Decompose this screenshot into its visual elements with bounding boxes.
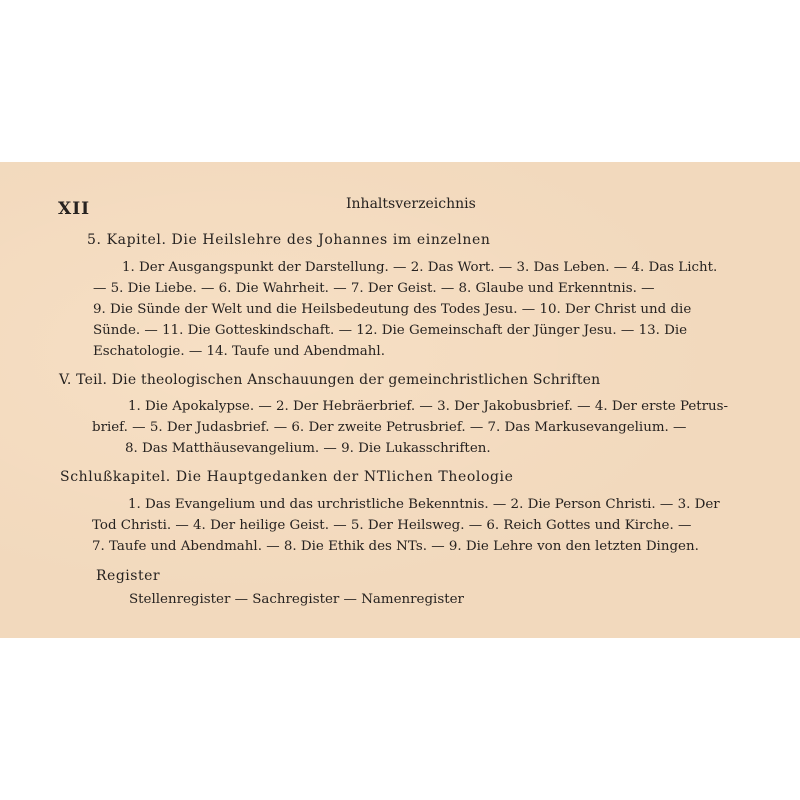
toc-line: — 5. Die Liebe. — 6. Die Wahrheit. — 7. Der Geist. — 8. Glaube und Erkenntnis. —	[93, 281, 655, 296]
toc-line: Eschatologie. — 14. Taufe und Abendmahl.	[93, 344, 385, 359]
section-heading: 5. Kapitel. Die Heilslehre des Johannes im einzelnen	[87, 232, 491, 248]
toc-line: brief. — 5. Der Judasbrief. — 6. Der zweite Petrusbrief. — 7. Das Markusevangelium. —	[92, 420, 687, 435]
toc-line: 1. Die Apokalypse. — 2. Der Hebräerbrief. — 3. Der Jakobusbrief. — 4. Der erste Petrus-	[128, 399, 729, 414]
toc-line: 9. Die Sünde der Welt und die Heilsbedeutung des Todes Jesu. — 10. Der Christ und die	[93, 302, 692, 317]
section-heading: Schlußkapitel. Die Hauptgedanken der NTlichen Theologie	[60, 469, 514, 485]
page-number: XII	[58, 199, 91, 219]
toc-line: 8. Das Matthäusevangelium. — 9. Die Lukasschriften.	[125, 441, 491, 456]
toc-line: 1. Der Ausgangspunkt der Darstellung. — 2. Das Wort. — 3. Das Leben. — 4. Das Licht.	[122, 260, 718, 275]
toc-line: Stellenregister — Sachregister — Namenregister	[129, 592, 464, 607]
toc-line: Sünde. — 11. Die Gotteskindschaft. — 12. Die Gemeinschaft der Jünger Jesu. — 13. Die	[93, 323, 688, 338]
running-title: Inhaltsverzeichnis	[346, 196, 476, 212]
section-heading: V. Teil. Die theologischen Anschauungen der gemeinchristlichen Schriften	[59, 372, 601, 388]
toc-line: Tod Christi. — 4. Der heilige Geist. — 5. Der Heilsweg. — 6. Reich Gottes und Kirche. —	[92, 518, 692, 533]
section-heading: Register	[96, 568, 161, 584]
toc-line: 1. Das Evangelium und das urchristliche Bekenntnis. — 2. Die Person Christi. — 3. Der	[128, 497, 720, 512]
toc-line: 7. Taufe und Abendmahl. — 8. Die Ethik des NTs. — 9. Die Lehre von den letzten Dingen.	[92, 539, 699, 554]
